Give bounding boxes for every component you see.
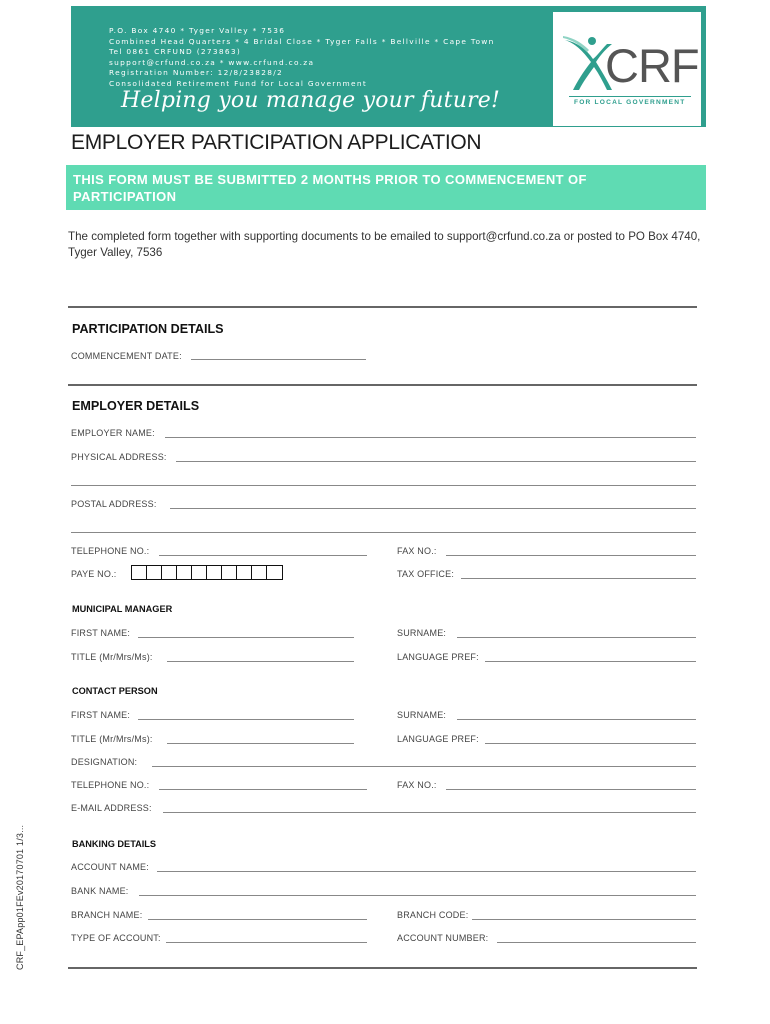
tax-office-label: TAX OFFICE: xyxy=(397,569,455,579)
cp-telephone-field[interactable] xyxy=(159,789,367,790)
logo-wordmark: CRF xyxy=(605,39,699,92)
mm-title-field[interactable] xyxy=(167,661,354,662)
cp-surname-label: SURNAME: xyxy=(397,710,447,720)
tagline: Helping you manage your future! xyxy=(121,88,501,113)
tax-office-field[interactable] xyxy=(461,578,696,579)
branch-name-field[interactable] xyxy=(148,919,367,920)
cp-fax-label: FAX NO.: xyxy=(397,780,437,790)
branch-code-label: BRANCH CODE: xyxy=(397,910,469,920)
submission-notice xyxy=(66,165,706,210)
document-reference: CRF_EPApp01FEv20170701 1/3... xyxy=(15,824,25,970)
mm-title-label: TITLE (Mr/Mrs/Ms): xyxy=(71,652,153,662)
cp-title-label: TITLE (Mr/Mrs/Ms): xyxy=(71,734,153,744)
paye-label: PAYE NO.: xyxy=(71,569,117,579)
mm-first-name-label: FIRST NAME: xyxy=(71,628,131,638)
address-line: Tel 0861 CRFUND (273863) xyxy=(109,47,242,57)
section-divider xyxy=(68,306,697,308)
cp-designation-field[interactable] xyxy=(152,766,696,767)
notice-text: THIS FORM MUST BE SUBMITTED 2 MONTHS PRIOR TO COMMENCEMENT OF PARTICIPATION xyxy=(73,172,587,204)
bank-name-field[interactable] xyxy=(139,895,696,896)
employer-telephone-field[interactable] xyxy=(159,555,367,556)
municipal-manager-heading: MUNICIPAL MANAGER xyxy=(72,604,173,614)
instructions: The completed form together with supporting documents to be emailed to support@crfund.co.za or posted to PO Box 4740, Tyger Valley, 7536 xyxy=(68,230,701,259)
physical-address-field-line2[interactable] xyxy=(71,485,696,486)
address-line: Consolidated Retirement Fund for Local Government xyxy=(109,78,368,88)
account-name-field[interactable] xyxy=(157,871,696,872)
branch-code-field[interactable] xyxy=(472,919,696,920)
contact-address-block xyxy=(109,26,495,90)
address-line: Registration Number: 12/8/23828/2 xyxy=(109,68,284,78)
banking-heading: BANKING DETAILS xyxy=(72,839,157,849)
account-number-field[interactable] xyxy=(497,942,696,943)
cp-email-field[interactable] xyxy=(163,812,696,813)
mm-first-name-field[interactable] xyxy=(138,637,354,638)
postal-address-field-line2[interactable] xyxy=(71,532,696,533)
commencement-date-field[interactable] xyxy=(191,359,366,360)
form-title: EMPLOYER PARTICIPATION APPLICATION xyxy=(71,131,482,154)
employer-fax-label: FAX NO.: xyxy=(397,546,437,556)
contact-person-heading: CONTACT PERSON xyxy=(72,686,158,696)
cp-first-name-label: FIRST NAME: xyxy=(71,710,131,720)
cp-surname-field[interactable] xyxy=(457,719,696,720)
crf-logo xyxy=(553,12,701,126)
address-line: support@crfund.co.za * www.crfund.co.za xyxy=(109,57,315,67)
cp-designation-label: DESIGNATION: xyxy=(71,757,138,767)
mm-language-label: LANGUAGE PREF: xyxy=(397,652,479,662)
participation-heading: PARTICIPATION DETAILS xyxy=(72,322,224,336)
cp-email-label: E-MAIL ADDRESS: xyxy=(71,803,152,813)
postal-address-label: POSTAL ADDRESS: xyxy=(71,499,157,509)
cp-language-field[interactable] xyxy=(485,743,696,744)
mm-language-field[interactable] xyxy=(485,661,696,662)
header-banner xyxy=(71,6,706,127)
cp-telephone-label: TELEPHONE NO.: xyxy=(71,780,150,790)
account-type-field[interactable] xyxy=(166,942,367,943)
logo-divider xyxy=(569,96,691,97)
section-divider xyxy=(68,384,697,386)
section-divider xyxy=(68,967,697,969)
cp-fax-field[interactable] xyxy=(446,789,696,790)
branch-name-label: BRANCH NAME: xyxy=(71,910,143,920)
cp-title-field[interactable] xyxy=(167,743,354,744)
bank-name-label: BANK NAME: xyxy=(71,886,129,896)
logo-subtext: FOR LOCAL GOVERNMENT xyxy=(574,99,686,106)
cp-language-label: LANGUAGE PREF: xyxy=(397,734,479,744)
physical-address-field[interactable] xyxy=(176,461,696,462)
commencement-date-label: COMMENCEMENT DATE: xyxy=(71,351,182,361)
mm-surname-label: SURNAME: xyxy=(397,628,447,638)
account-name-label: ACCOUNT NAME: xyxy=(71,862,149,872)
employer-heading: EMPLOYER DETAILS xyxy=(72,399,200,413)
employer-fax-field[interactable] xyxy=(446,555,696,556)
employer-name-field[interactable] xyxy=(165,437,696,438)
paye-number-boxes[interactable] xyxy=(131,565,283,580)
employer-telephone-label: TELEPHONE NO.: xyxy=(71,546,150,556)
mm-surname-field[interactable] xyxy=(457,637,696,638)
cp-first-name-field[interactable] xyxy=(138,719,354,720)
postal-address-field[interactable] xyxy=(170,508,696,509)
address-line: Combined Head Quarters * 4 Bridal Close * Tyger Falls * Bellville * Cape Town xyxy=(109,36,495,46)
account-number-label: ACCOUNT NUMBER: xyxy=(397,933,489,943)
account-type-label: TYPE OF ACCOUNT: xyxy=(71,933,161,943)
address-line: P.O. Box 4740 * Tyger Valley * 7536 xyxy=(109,26,286,35)
physical-address-label: PHYSICAL ADDRESS: xyxy=(71,452,167,462)
employer-name-label: EMPLOYER NAME: xyxy=(71,428,155,438)
